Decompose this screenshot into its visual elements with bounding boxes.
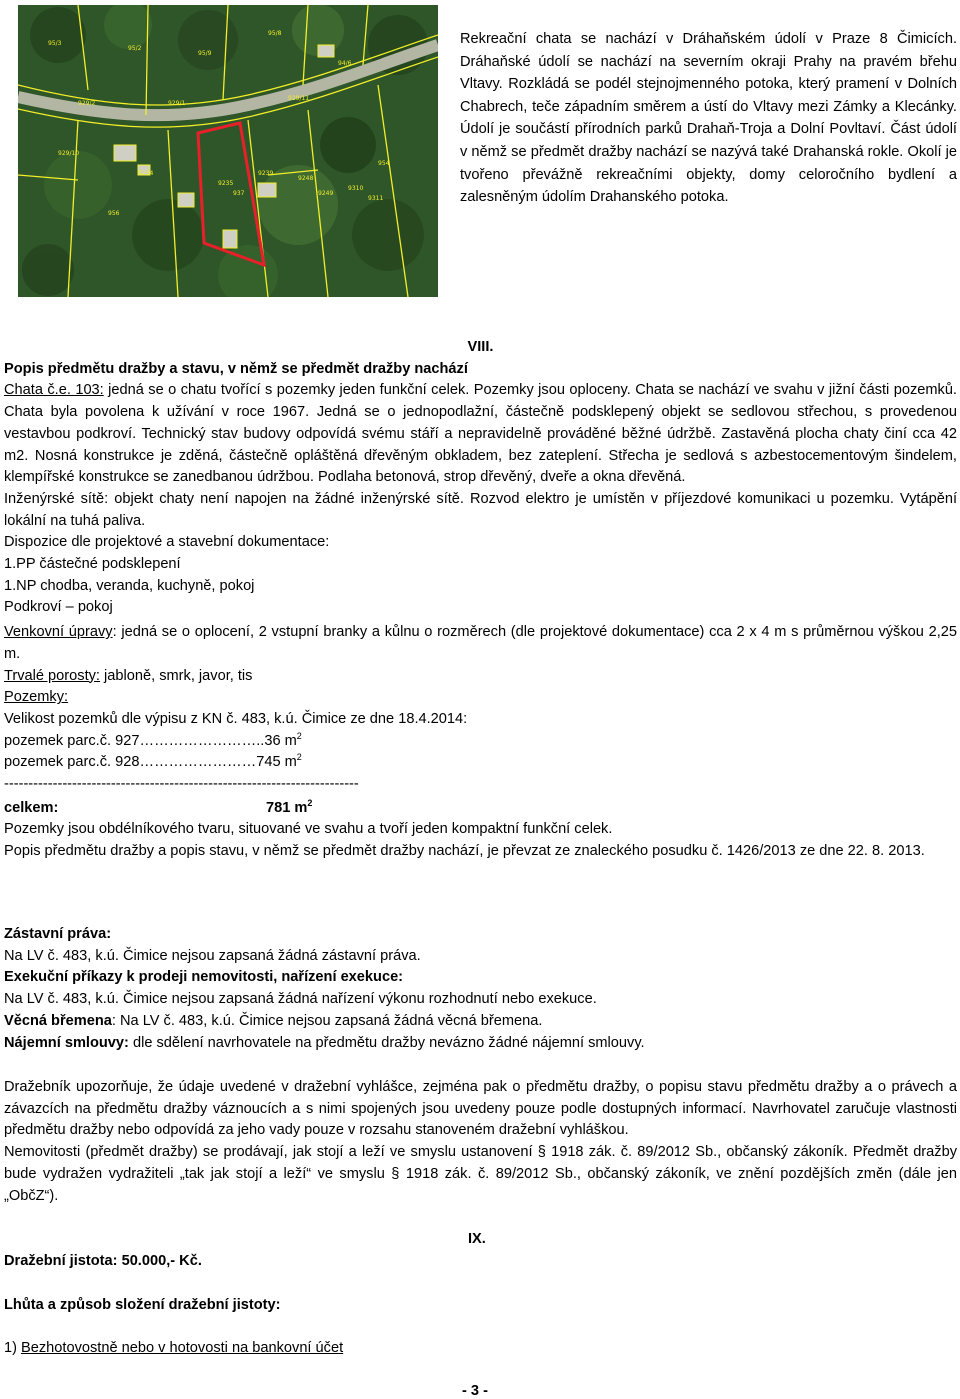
parcel-927 [4,731,957,753]
map-label: 9234 [138,170,154,177]
total-row [4,798,957,820]
map-label: 9248 [298,175,314,182]
outdoor-text: : jedná se o oplocení, 2 vstupní branky a kůlnu o rozměrech (dle projektové dokumentace) cca 2 x 4 m s průměrnou výškou 2,25 m. [4,624,957,662]
section-viii [4,337,957,863]
map-label: 954 [378,160,390,167]
trees-label: Trvalé porosty: [4,667,100,684]
notice-p1: Dražebník upozorňuje, že údaje uvedené v dražební vyhlášce, zejména pak o předmětu dražby, o popisu stavu předmětu dražby a o právech a závazcích na předmětu dražby váznoucích a s nimi spojených jsou uvedeny pouze podle dostupných informací. Navrhovatel zaručuje vlastnosti předmětu dražby nebo odpovídá za jeho vady pouze v rozsahu stanoveném dražební vyhláškou. [4,1079,957,1139]
map-label: 95/9 [198,50,212,57]
disposition-title: Dispozice dle projektové a stavební dokumentace: [4,534,330,551]
plots-size: Velikost pozemků dle výpisu z KN č. 483, k.ú. Čimice ze dne 18.4.2014: [4,710,468,727]
deposit-method-title: Lhůta a způsob složení dražební jistoty: [4,1297,281,1313]
liens-text: Na LV č. 483, k.ú. Čimice nejsou zapsaná žádná zástavní práva. [4,947,421,964]
sup: 2 [296,730,302,741]
notice-p2: Nemovitosti (předmět dražby) se prodávají, jak stojí a leží ve smyslu ustanovení § 1918 zák. č. 89/2012 Sb., občanský zákoník. Předmět dražby bude vydražen vydražiteli „tak jak stojí a leží“ ve smyslu § 1918 zák. č. 89/2012 Sb., občanský zákoník, ve znění pozdějších změn (dále jen „ObčZ“). [4,1144,957,1204]
location-description [460,28,957,209]
parcel-927-text: pozemek parc.č. 927……………………..36 m [4,732,297,749]
map-label: 929/10 [58,150,80,157]
disposition-podkrovi: Podkroví – pokoj [4,599,113,616]
map-label: 95/2 [128,45,142,52]
disposition-pp: 1.PP částečné podsklepení [4,556,181,573]
total-label: celkem: [4,799,59,816]
chata-paragraph [4,380,957,489]
intro-text: Rekreační chata se nachází v Dráhaňském údolí v Praze 8 Čimicích. Dráhaňské údolí se nachází na severním okraji Prahy na pravém břehu Vltavy. Rozkládá se podél stejnojmenného potoka, který pramení v Dolních Chabrech, teče západním směrem a ústí do Vltavy mezi Zámky a Klecánky. Údolí je součástí přírodních parků Drahaň-Troja a Dolní Povltaví. Část údolí v němž se předmět dražby nachází se nazývá také Drahanská rokle. Okolí je tvořeno převážně rekreačními objekty, domy celoročního bydlení a zalesněným údolím Drahanského potoka. [460,31,957,206]
easements-label: Věcná břemena [4,1012,112,1029]
liens-section [4,924,957,1054]
deposit-item-1 [4,1340,343,1356]
map-label: 956 [108,210,120,217]
map-label: 9235 [218,180,234,187]
parcel-928 [4,752,957,774]
leases-text: dle sdělení navrhovatele na předmětu dražby nevázno žádné nájemní smlouvy. [128,1034,645,1051]
map-label: 95/3 [48,40,62,47]
plots-text: Pozemky jsou obdélníkového tvaru, situované ve svahu a tvoří jeden kompaktní funkční celek. [4,821,613,838]
deposit-amount: Dražební jistota: 50.000,- Kč. [4,1253,202,1269]
parcel-928-text: pozemek parc.č. 928……………………745 m [4,754,297,771]
map-label: 9310 [348,185,364,192]
map-label: 9249 [318,190,334,197]
map-label: 9311 [368,195,384,202]
map-label: 95/8 [268,30,282,37]
cadastral-map-image [18,5,438,297]
trees-paragraph [4,666,957,688]
chata-label: Chata č.e. 103: [4,382,104,399]
section-heading: Popis předmětu dražby a stavu, v němž se předmět dražby nachází [4,360,468,377]
trees-text: jabloně, smrk, javor, tis [99,667,253,684]
item-text: Bezhotovostně nebo v hotovosti na bankovní účet [21,1340,344,1356]
section-number: VIII. [467,339,494,355]
liens-title: Zástavní práva: [4,926,112,942]
leases-paragraph [4,1033,957,1055]
plots-label: Pozemky: [4,689,69,706]
map-label: 929/1 [168,100,186,107]
map-label: 94/6 [338,60,352,67]
source-text: Popis předmětu dražby a popis stavu, v němž se předmět dražby nachází, je převzat ze znaleckého posudku č. 1426/2013 ze dne 22. 8. 2013. [4,843,925,860]
total-value: 781 m [266,799,308,816]
page-number: - 3 - [462,1383,488,1399]
section-ix-number: IX. [468,1231,486,1247]
map-label: 929/2 [78,100,96,107]
sup: 2 [307,797,313,808]
chata-text: jedná se o chatu tvořící s pozemky jeden funkční celek. Pozemky jsou oploceny. Chata se nachází ve svahu v jižní části pozemků. Chata byla povolena k užívání v roce 1967. Jedná se o jednopodlažní, částečně podsklepený objekt se sedlovou střechou, s provedenou vestavbou podkroví. Technický stav budovy odpovídá svému stáří a nepravidelně prováděné běžné údržbě. Zastavěná plocha chaty činí cca 42 m2. Nosná konstrukce je zděná, částečně opláštěná dřevěným obkladem, bez zateplení. Střecha je sedlová s azbestocementovým šindelem, klempířské konstrukce se zanedbanou údržbou. Podlaha betonová, strop dřevěný, dveře a okna dřevěná. [4,382,957,486]
execution-text: Na LV č. 483, k.ú. Čimice nejsou zapsaná žádná nařízení výkonu rozhodnutí nebo exekuce. [4,991,597,1008]
map-label: 9239 [258,170,274,177]
outdoor-paragraph [4,622,957,665]
execution-title: Exekuční příkazy k prodeji nemovitosti, nařízení exekuce: [4,969,404,986]
auctioneer-notice [4,1077,957,1207]
easements-text: : Na LV č. 483, k.ú. Čimice nejsou zapsaná žádná věcná břemena. [111,1012,543,1029]
leases-label: Nájemní smlouvy: [4,1034,129,1051]
site-paragraph: Inženýrské sítě: objekt chaty není napojen na žádné inženýrské sítě. Rozvod elektro je umístěn v příjezdové komunikaci u pozemku. Vytápění lokální na tuhá paliva. [4,490,957,529]
disposition-np: 1.NP chodba, veranda, kuchyně, pokoj [4,577,255,594]
separator-dashes: ------------------------------------------------------------------------- [4,776,359,793]
outdoor-label: Venkovní úpravy [4,624,113,641]
easements-paragraph [4,1011,957,1033]
map-label: 937 [233,190,245,197]
sup: 2 [296,752,302,763]
item-number: 1) [4,1340,22,1356]
map-label: 929/11 [288,95,310,102]
